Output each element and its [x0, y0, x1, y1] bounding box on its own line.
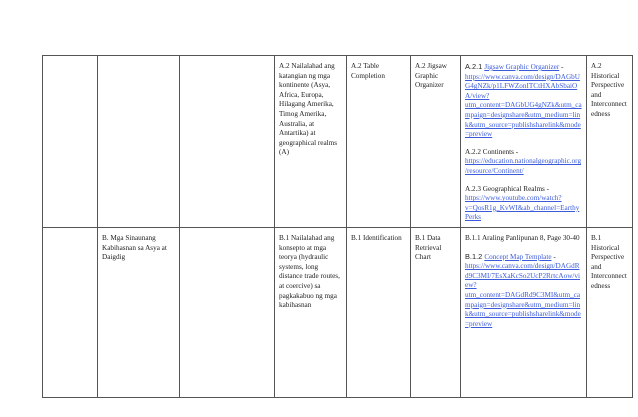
resource-label: A.2.1: [465, 62, 485, 71]
learning-competency-cell: A.2 Nailalahad ang katangian ng mga kontinente (Asya, Africa, Europa, Hilagang Amerika, Timog Amerika, Australia, at Antartika) at geographical realms (A): [275, 56, 347, 228]
canva-jigsaw-url-link[interactable]: https://www.canva.com/design/DAGbUG4gNZk/p1LFWZonITCtHXAbSbaiOA/view?utm_content=DAGbUG4gNZk&utm_campaign=designshare&utm_medium=link&utm_source=publishsharelink&mode=preview: [465, 72, 582, 139]
topic-cell: [98, 56, 180, 228]
resources-cell: [461, 56, 587, 228]
resource-label: A.2.3 Geographical Realms -: [465, 184, 550, 193]
values-cell: A.2 Historical Perspective and Interconnectedness: [587, 56, 633, 228]
empty-cell: [43, 56, 98, 228]
values-cell: B.1 Historical Perspective and Interconnectedness: [587, 228, 633, 398]
learning-competency-cell: B.1 Nailalahad ang konsepto at mga teorya (hydraulic systems, long distance trade routes, at coercive) sa pagkakabuo ng mga kabihasnan: [275, 228, 347, 398]
resource-dash: -: [559, 63, 564, 71]
resource-text: B.1.1 Araling Panlipunan 8, Page 30-40: [465, 234, 580, 242]
resource-dash: -: [551, 252, 556, 261]
activity-cell: A.2 Table Completion: [347, 56, 411, 228]
resources-cell: [461, 228, 587, 398]
resource-label: A.2.2 Continents -: [465, 147, 519, 156]
empty-cell: [180, 56, 275, 228]
concept-map-template-link[interactable]: Concept Map Template: [484, 252, 552, 261]
assessment-cell: A.2 Jigsaw Graphic Organizer: [411, 56, 461, 228]
topic-cell: B. Mga Sinaunang Kabihasnan sa Asya at Daigdig: [98, 228, 180, 398]
resource-label: B.1.2: [465, 251, 485, 261]
table-row: [43, 228, 633, 398]
curriculum-table: [42, 55, 633, 398]
assessment-cell: B.1 Data Retrieval Chart: [411, 228, 461, 398]
canva-concept-map-url-link[interactable]: https://www.canva.com/design/DAGdRd9C3MI/7EsXaKcSo2UcP2RrtcAow/view?utm_content=DAGdRd9C3MI&utm_campaign=designshare&utm_medium=link&utm_source=publishsharelink&mode=preview: [465, 262, 581, 328]
empty-cell: [43, 228, 98, 398]
table-row: [43, 56, 633, 228]
natgeo-continent-link[interactable]: https://education.nationalgeographic.org/resource/Continent/: [465, 157, 582, 175]
activity-cell: B.1 Identification: [347, 228, 411, 398]
youtube-realms-link[interactable]: https://www.youtube.com/watch?v=QosR1g_KvWI&ab_channel=EarthyPerks: [465, 194, 580, 222]
jigsaw-organizer-link[interactable]: Jigsaw Graphic Organizer: [484, 63, 560, 71]
empty-cell: [180, 228, 275, 398]
